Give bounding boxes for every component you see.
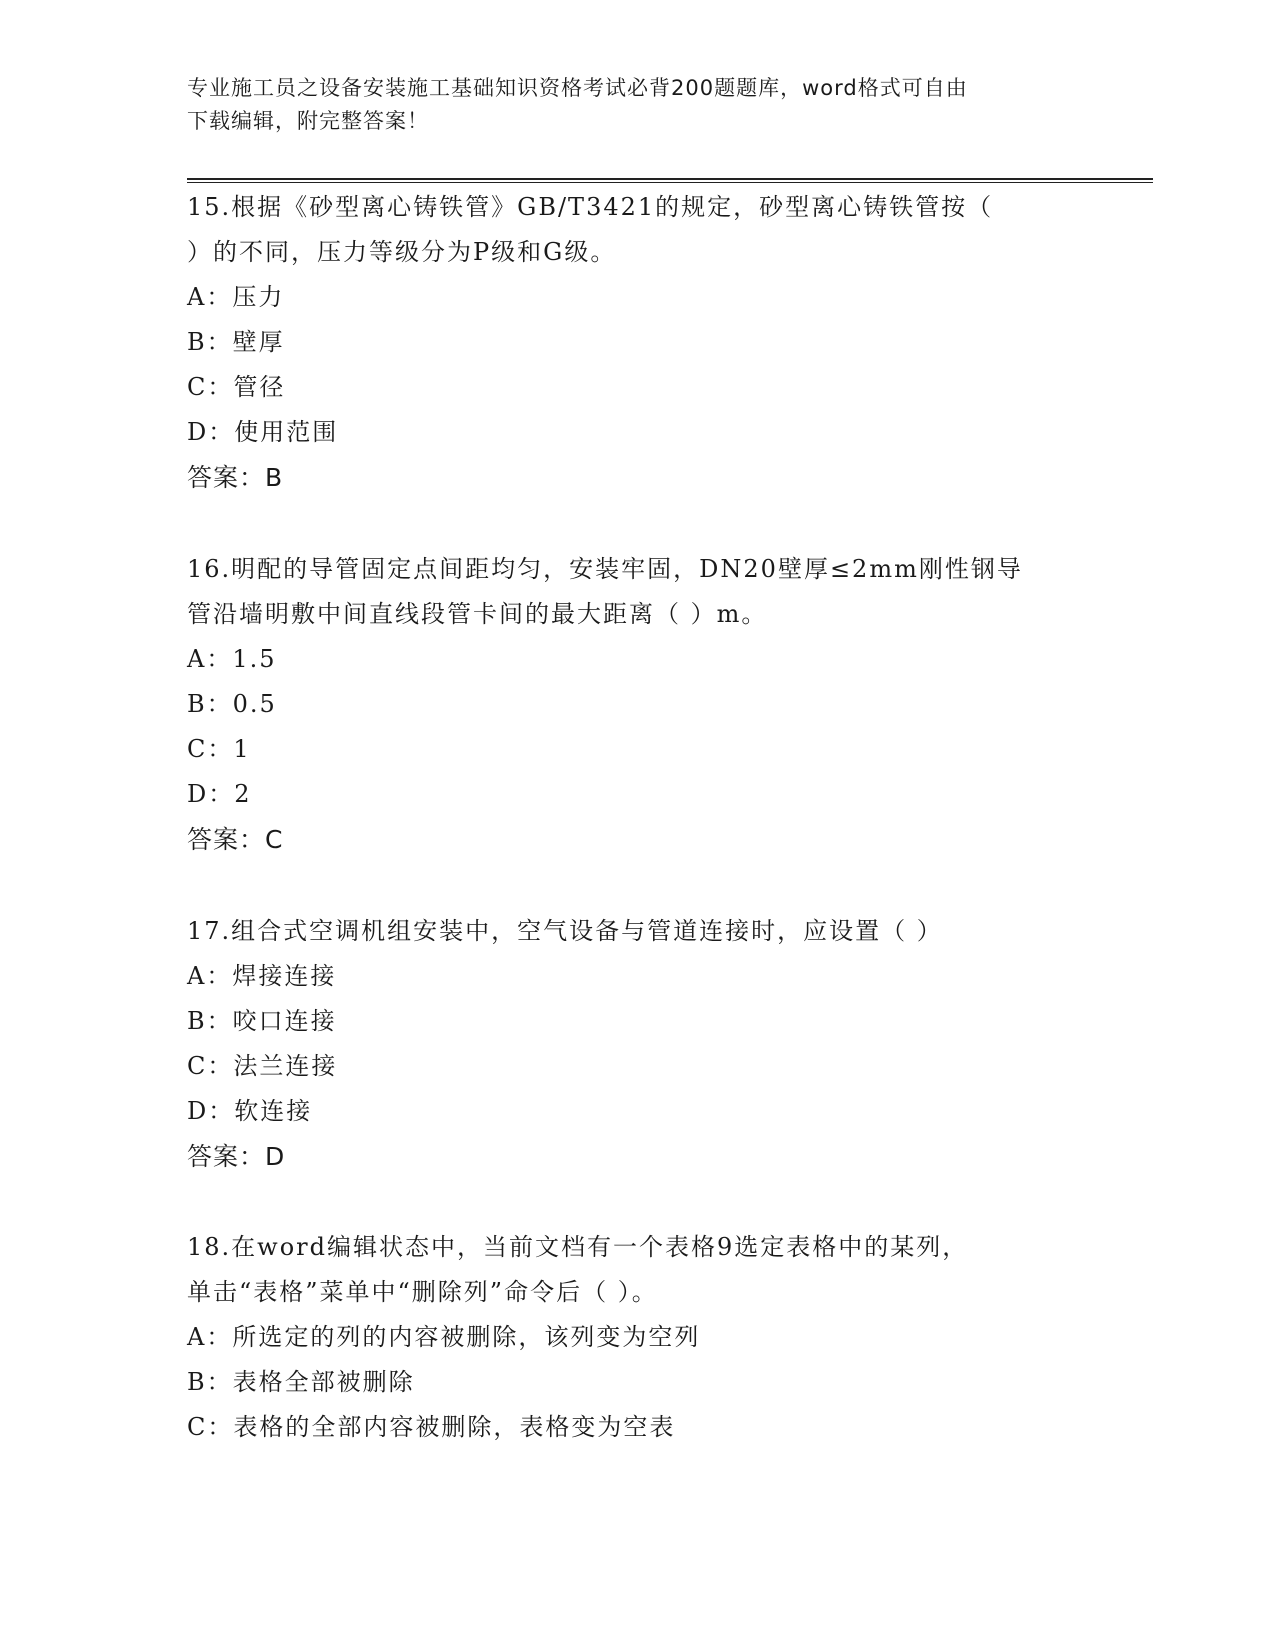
option-c: C：1: [187, 735, 251, 763]
option-c: C：法兰连接: [187, 1052, 338, 1080]
header-rule-thin: [187, 182, 1153, 183]
question-stem-line: 单击“表格”菜单中“删除列”命令后（ ）。: [187, 1278, 658, 1306]
question-stem-line: ）的不同，压力等级分为P级和G级。: [187, 238, 617, 266]
question-stem-line: 16.明配的导管固定点间距均匀，安装牢固，DN20壁厚≤2mm刚性钢导: [187, 555, 1023, 583]
option-a: A：所选定的列的内容被删除，该列变为空列: [187, 1323, 701, 1351]
option-d: D：软连接: [187, 1097, 313, 1125]
option-c: C：表格的全部内容被删除，表格变为空表: [187, 1413, 676, 1441]
document-header: [187, 72, 1067, 138]
answer-label: 答案：D: [187, 1142, 286, 1171]
question-stem-line: 管沿墙明敷中间直线段管卡间的最大距离（ ）m。: [187, 600, 768, 628]
option-b: B：壁厚: [187, 328, 285, 356]
question-stem-line: 18.在word编辑状态中，当前文档有一个表格9选定表格中的某列，: [187, 1233, 969, 1261]
option-c: C：管径: [187, 373, 286, 401]
question-17: [187, 909, 1087, 1179]
option-b: B：表格全部被删除: [187, 1368, 415, 1396]
option-d: D：使用范围: [187, 418, 339, 446]
answer-label: 答案：C: [187, 825, 284, 854]
option-a: A：1.5: [187, 645, 277, 673]
header-line-2: 下载编辑，附完整答案！: [187, 109, 429, 133]
option-b: B：咬口连接: [187, 1007, 337, 1035]
option-a: A：压力: [187, 283, 285, 311]
header-rule-thick: [187, 178, 1153, 180]
answer-label: 答案：B: [187, 463, 284, 492]
question-18: [187, 1225, 1087, 1450]
option-d: D：2: [187, 780, 252, 808]
question-stem-line: 15.根据《砂型离心铸铁管》GB/T3421的规定，砂型离心铸铁管按（: [187, 193, 994, 221]
question-stem-line: 17.组合式空调机组安装中，空气设备与管道连接时，应设置（ ）: [187, 917, 943, 945]
question-15: [187, 185, 1087, 500]
option-a: A：焊接连接: [187, 962, 337, 990]
question-16: [187, 547, 1087, 862]
option-b: B：0.5: [187, 690, 277, 718]
header-line-1: 专业施工员之设备安装施工基础知识资格考试必背200题题库，word格式可自由: [187, 76, 968, 100]
